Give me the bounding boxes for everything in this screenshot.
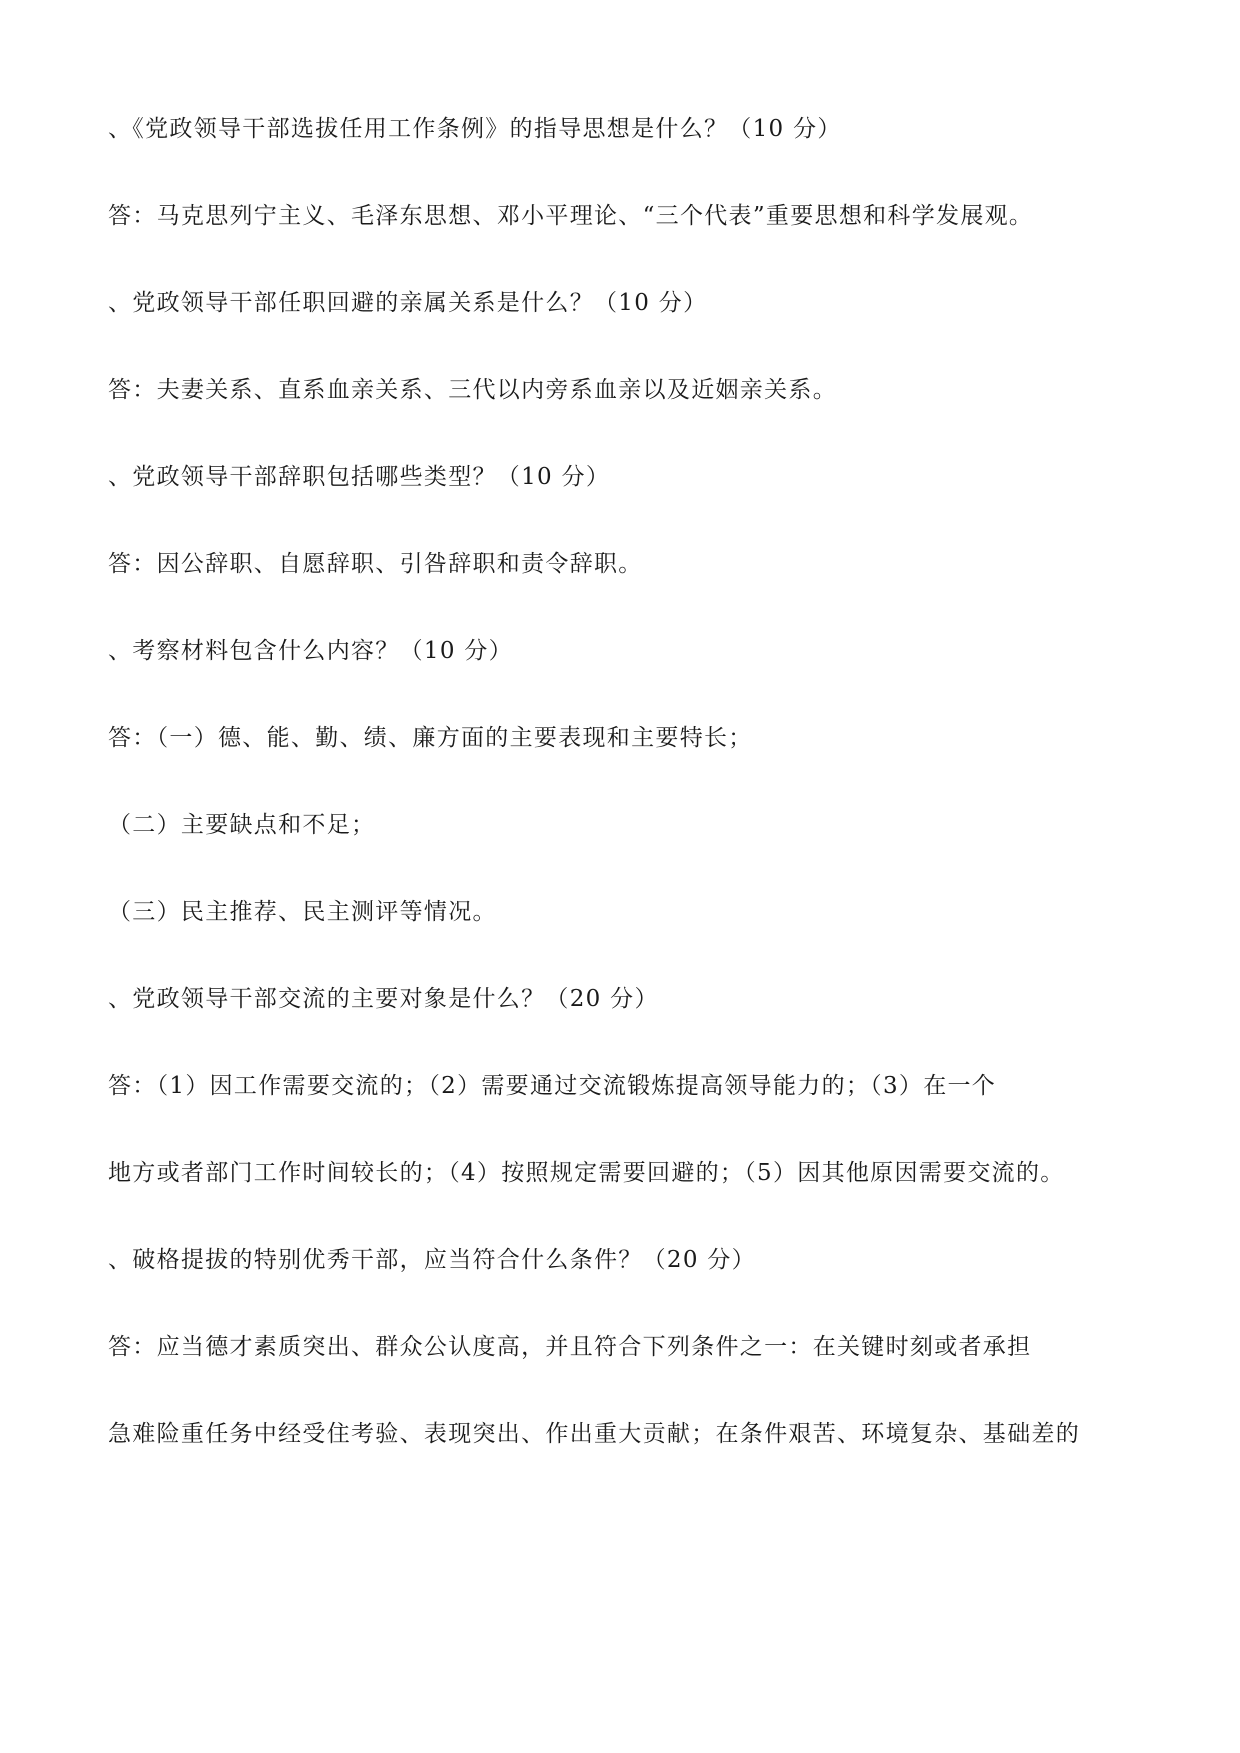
answer-1: 答：马克思列宁主义、毛泽东思想、邓小平理论、“三个代表”重要思想和科学发展观。 bbox=[108, 203, 1034, 229]
question-6: 、破格提拔的特别优秀干部，应当符合什么条件？（20 分） bbox=[108, 1247, 756, 1273]
answer-4-part-2: （二）主要缺点和不足； bbox=[108, 812, 376, 838]
question-2: 、党政领导干部任职回避的亲属关系是什么？（10 分） bbox=[108, 290, 708, 316]
answer-4-part-1: 答：（一）德、能、勤、绩、廉方面的主要表现和主要特长； bbox=[108, 725, 753, 751]
answer-4-part-3: （三）民主推荐、民主测评等情况。 bbox=[108, 899, 497, 925]
question-4: 、考察材料包含什么内容？（10 分） bbox=[108, 638, 513, 664]
question-1: 、《党政领导干部选拔任用工作条例》的指导思想是什么？（10 分） bbox=[108, 116, 842, 142]
answer-5-line-2: 地方或者部门工作时间较长的；（4）按照规定需要回避的；（5）因其他原因需要交流的。 bbox=[108, 1160, 1065, 1186]
answer-6-line-1: 答：应当德才素质突出、群众公认度高，并且符合下列条件之一：在关键时刻或者承担 bbox=[108, 1334, 1032, 1360]
answer-3: 答：因公辞职、自愿辞职、引咎辞职和责令辞职。 bbox=[108, 551, 643, 577]
question-5: 、党政领导干部交流的主要对象是什么？（20 分） bbox=[108, 986, 659, 1012]
answer-6-line-2: 急难险重任务中经受住考验、表现突出、作出重大贡献；在条件艰苦、环境复杂、基础差的 bbox=[108, 1421, 1080, 1447]
answer-5-line-1: 答：（1）因工作需要交流的；（2）需要通过交流锻炼提高领导能力的；（3）在一个 bbox=[108, 1073, 997, 1099]
answer-2: 答：夫妻关系、直系血亲关系、三代以内旁系血亲以及近姻亲关系。 bbox=[108, 377, 837, 403]
question-3: 、党政领导干部辞职包括哪些类型？（10 分） bbox=[108, 464, 611, 490]
